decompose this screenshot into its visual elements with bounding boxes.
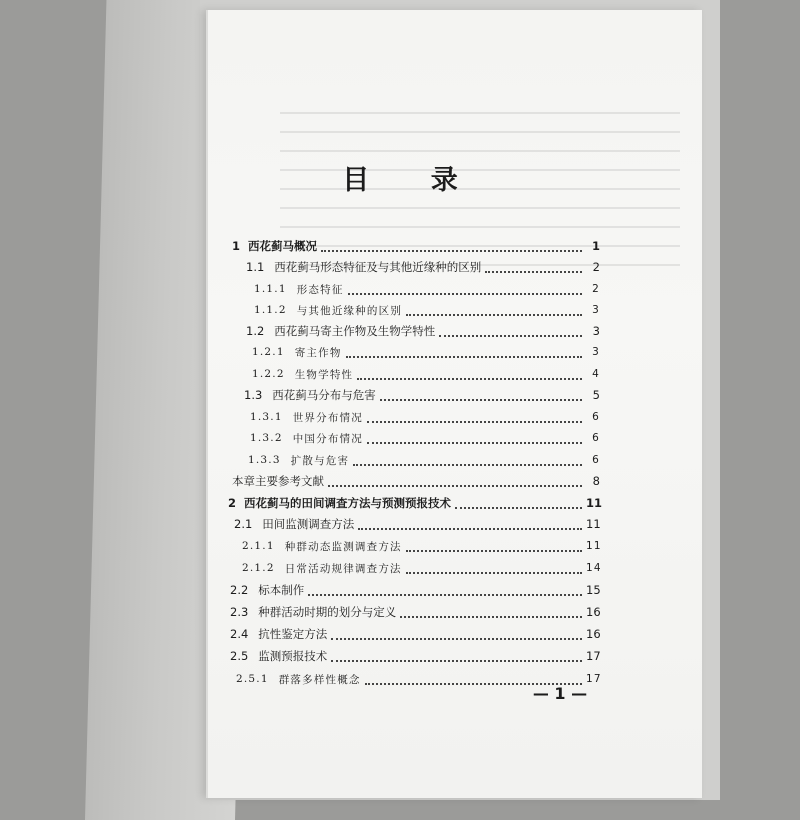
toc-entry-title: 西花蓟马的田间调查方法与预测预报技术 xyxy=(244,496,452,510)
toc-entry[interactable] xyxy=(252,341,600,363)
toc-entry[interactable] xyxy=(254,299,600,321)
leader-dots xyxy=(353,463,582,466)
toc-entry-title: 西花蓟马概况 xyxy=(248,239,318,253)
toc-entry[interactable] xyxy=(230,645,600,667)
toc-entry-page: 1 xyxy=(591,239,600,253)
leader-dots xyxy=(308,593,582,596)
leader-dots xyxy=(357,377,582,380)
toc-entry-number: 2.1 xyxy=(234,517,253,531)
toc-entry-page: 6 xyxy=(592,411,600,423)
toc-entry-page: 8 xyxy=(592,474,600,488)
toc-entry-number: 1.1.2 xyxy=(254,304,287,316)
toc-entry-number: 2.1.1 xyxy=(242,540,275,552)
toc-entry[interactable] xyxy=(232,470,600,492)
toc-entry-page: 11 xyxy=(586,496,603,510)
toc-entry-title: 标本制作 xyxy=(258,583,305,597)
toc-entry[interactable] xyxy=(230,623,600,645)
toc-entry-page: 3 xyxy=(592,324,600,338)
leader-dots xyxy=(348,292,582,295)
toc-entry-number: 2.4 xyxy=(230,627,249,641)
toc-entry[interactable] xyxy=(252,363,600,385)
toc-entry-number: 2.5 xyxy=(230,649,249,663)
leader-dots xyxy=(331,637,582,640)
leader-dots xyxy=(328,484,582,487)
toc-entry[interactable] xyxy=(228,492,603,514)
toc-entry-page: 6 xyxy=(592,454,600,466)
toc-entry-number: 2.2 xyxy=(230,583,249,597)
leader-dots xyxy=(406,313,582,316)
toc-entry-page: 15 xyxy=(586,583,601,597)
toc-entry-number: 1.3.2 xyxy=(250,432,283,444)
page-number: — 1 — xyxy=(532,684,588,703)
toc-entry-number: 1.2.1 xyxy=(252,346,285,358)
toc-entry[interactable] xyxy=(234,513,600,535)
toc-entry-title: 西花蓟马分布与危害 xyxy=(272,388,376,402)
toc-entry-title: 扩散与危害 xyxy=(290,454,350,467)
toc-entry-number: 1.2.2 xyxy=(252,368,285,380)
toc-entry-page: 17 xyxy=(586,673,602,685)
toc-entry-page: 4 xyxy=(592,368,600,380)
toc-entry-number: 1 xyxy=(232,239,241,253)
toc-entry-title: 西花蓟马形态特征及与其他近缘种的区别 xyxy=(274,260,482,274)
leader-dots xyxy=(367,420,582,423)
toc-entry-title: 中国分布情况 xyxy=(292,432,363,445)
toc-entry[interactable] xyxy=(242,557,600,579)
toc-entry[interactable] xyxy=(244,384,600,406)
toc-entry-page: 5 xyxy=(592,388,600,402)
toc-entry-page: 2 xyxy=(592,260,600,274)
toc-entry-number: 1.1.1 xyxy=(254,283,287,295)
toc-entry-number: 2.5.1 xyxy=(236,673,269,685)
toc-entry[interactable] xyxy=(246,320,600,342)
leader-dots xyxy=(331,659,582,662)
toc-entry-title: 监测预报技术 xyxy=(258,649,328,663)
toc-entry-number: 1.2 xyxy=(246,324,265,338)
toc-entry-page: 14 xyxy=(586,562,602,574)
toc-entry-title: 田间监测调查方法 xyxy=(262,517,355,531)
toc-entry-title: 与其他近缘种的区别 xyxy=(296,304,403,317)
toc-entry-title: 种群活动时期的划分与定义 xyxy=(258,605,397,619)
toc-entry-title: 抗性鉴定方法 xyxy=(258,627,328,641)
toc-entry[interactable] xyxy=(230,579,600,601)
toc-entry-title: 寄主作物 xyxy=(294,346,342,359)
toc-entry-number: 1.1 xyxy=(246,260,265,274)
toc-entry-number: 2 xyxy=(228,496,237,510)
leader-dots xyxy=(439,334,582,337)
page-title: 目 录 xyxy=(342,165,484,196)
toc-entry-title: 群落多样性概念 xyxy=(278,673,361,686)
leader-dots xyxy=(485,270,582,273)
toc-entry-title: 生物学特性 xyxy=(294,368,354,381)
leader-dots xyxy=(346,355,582,358)
leader-dots xyxy=(400,615,582,618)
toc-entry[interactable] xyxy=(248,449,600,471)
leader-dots xyxy=(321,249,582,252)
leader-dots xyxy=(380,398,582,401)
toc-entry[interactable] xyxy=(246,256,600,278)
toc-entry[interactable] xyxy=(242,535,600,557)
toc-entry-page: 3 xyxy=(592,304,600,316)
leader-dots xyxy=(455,506,582,509)
toc-entry[interactable] xyxy=(250,406,600,428)
toc-entry-title: 本章主要参考文献 xyxy=(232,474,324,488)
leader-dots xyxy=(367,441,582,444)
leader-dots xyxy=(358,527,582,530)
leader-dots xyxy=(406,549,582,552)
toc-entry[interactable] xyxy=(232,235,600,257)
toc-entry-title: 西花蓟马寄主作物及生物学特性 xyxy=(274,324,436,338)
toc-entry[interactable] xyxy=(230,601,600,623)
toc-entry-page: 16 xyxy=(586,627,601,641)
leader-dots xyxy=(406,571,582,574)
toc-entry-number: 2.1.2 xyxy=(242,562,275,574)
toc-entry-page: 11 xyxy=(586,540,602,552)
toc-entry[interactable] xyxy=(250,427,600,449)
toc-entry-number: 1.3.1 xyxy=(250,411,283,423)
toc-entry-page: 11 xyxy=(586,517,601,531)
toc-entry-page: 17 xyxy=(586,649,601,663)
toc-entry-title: 日常活动规律调查方法 xyxy=(284,562,402,575)
toc-entry-title: 世界分布情况 xyxy=(292,411,363,424)
toc-entry-title: 种群动态监测调查方法 xyxy=(284,540,402,553)
toc-entry-page: 16 xyxy=(586,605,601,619)
toc-entry-page: 6 xyxy=(592,432,600,444)
toc-entry-page: 3 xyxy=(592,346,600,358)
toc-entry-number: 2.3 xyxy=(230,605,249,619)
toc-entry-page: 2 xyxy=(592,283,600,295)
toc-entry-number: 1.3 xyxy=(244,388,263,402)
toc-entry[interactable] xyxy=(254,278,600,300)
toc-entry-title: 形态特征 xyxy=(296,283,344,296)
toc-entry-number: 1.3.3 xyxy=(248,454,281,466)
